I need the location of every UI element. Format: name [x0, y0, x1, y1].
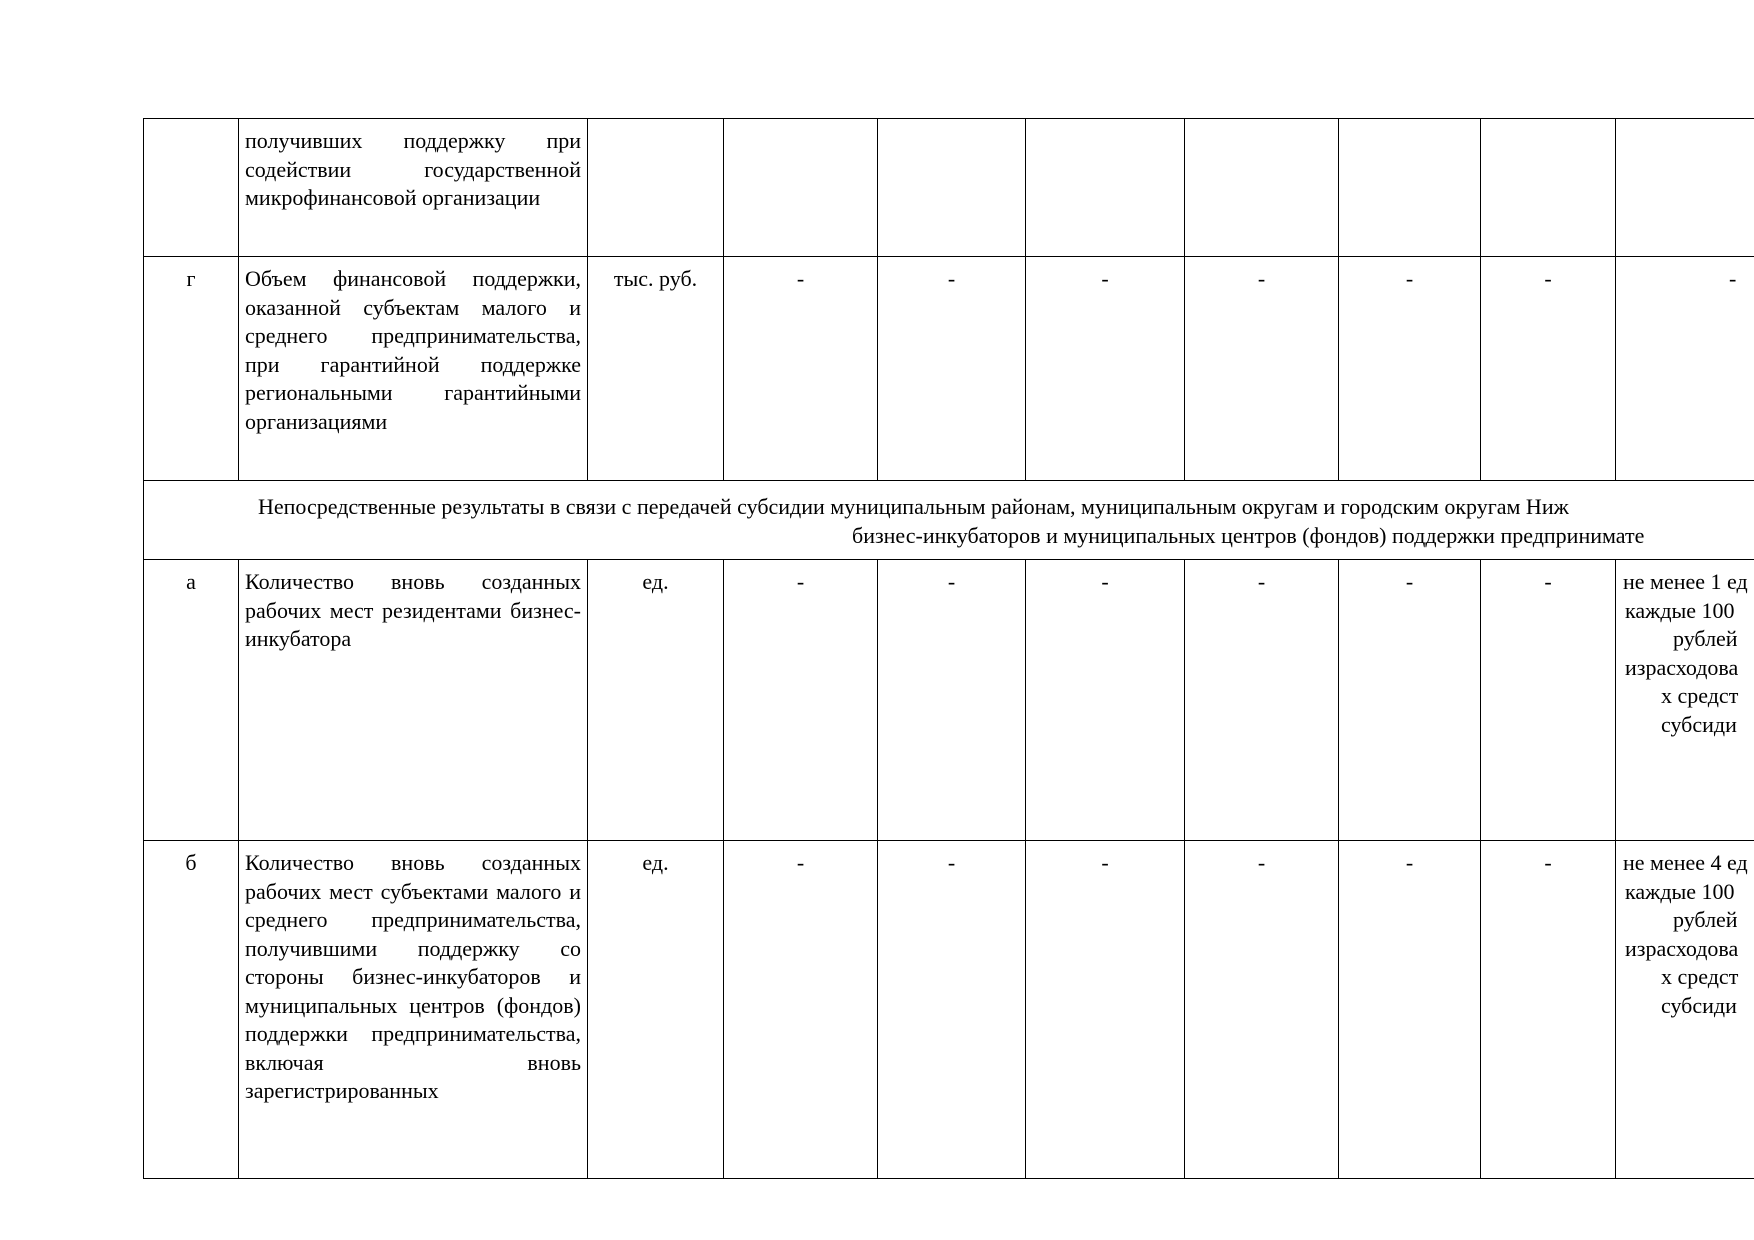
target-value-line: израсходова — [1625, 654, 1739, 680]
target-value-line: каждые 100 — [1625, 597, 1735, 623]
target-value-line: х средст — [1661, 964, 1739, 989]
value-cell: - — [724, 560, 878, 841]
value-cell — [1339, 119, 1481, 257]
value-cell: - — [1185, 560, 1339, 841]
section-header-cell — [144, 481, 1754, 560]
value-cell: - — [1026, 257, 1185, 481]
indicator-name-cell: получивших поддержку при содействии государственной микрофинансовой организации — [239, 119, 588, 257]
target-value-cell — [1616, 257, 1754, 481]
section-header-line-2: бизнес-инкубаторов и муниципальных центров (фондов) поддержки предпринимате — [852, 522, 1645, 548]
target-value-line: х средст — [1661, 683, 1739, 708]
target-value-line: рублей — [1673, 907, 1738, 932]
target-value-cell — [1616, 560, 1754, 841]
value-cell: - — [1481, 257, 1616, 481]
value-cell: - — [1026, 560, 1185, 841]
target-value-line: субсиди — [1661, 711, 1737, 737]
target-value-line: рублей — [1673, 626, 1738, 651]
target-value-cell — [1616, 841, 1754, 1179]
value-cell: - — [1339, 841, 1481, 1179]
value-cell: - — [878, 841, 1026, 1179]
value-cell: - — [1339, 257, 1481, 481]
value-cell: - — [724, 257, 878, 481]
value-cell: - — [1339, 560, 1481, 841]
value-cell: - — [878, 257, 1026, 481]
row-number-cell: б — [144, 841, 239, 1179]
unit-cell: ед. — [588, 841, 724, 1179]
target-value-line: каждые 100 — [1625, 878, 1735, 904]
row-number-cell — [144, 119, 239, 257]
section-header-line-1: Непосредственные результаты в связи с передачей субсидии муниципальным районам, муниципальным округам и городским округам Ниж — [258, 494, 1569, 519]
value-cell: - — [1481, 560, 1616, 841]
row-number-cell: г — [144, 257, 239, 481]
value-cell: - — [878, 560, 1026, 841]
table-row — [144, 257, 1754, 481]
target-value-line: израсходова — [1625, 935, 1739, 961]
value-cell — [1026, 119, 1185, 257]
target-value-line: не менее 4 ед — [1623, 850, 1748, 875]
unit-cell: тыс. руб. — [588, 257, 724, 481]
table-row — [144, 560, 1754, 841]
value-cell: - — [1026, 841, 1185, 1179]
indicator-name-cell: Объем финансовой поддержки, оказанной субъектам малого и среднего предпринимательства, при гарантийной поддержке региональными гарантийными организациями — [239, 257, 588, 481]
target-value-line: субсиди — [1661, 992, 1737, 1018]
unit-cell: ед. — [588, 560, 724, 841]
value-cell: - — [724, 841, 878, 1179]
value-cell — [1185, 119, 1339, 257]
value-cell: - — [1185, 257, 1339, 481]
table-row — [144, 841, 1754, 1179]
target-value-line: - — [1729, 266, 1737, 291]
value-cell — [724, 119, 878, 257]
unit-cell — [588, 119, 724, 257]
section-header-row — [144, 481, 1754, 560]
target-value-line: не менее 1 ед — [1623, 569, 1748, 594]
indicator-name-cell: Количество вновь созданных рабочих мест субъектами малого и среднего предпринимательства, получившими поддержку со стороны бизнес-инкубаторов и муниципальных центров (фондов) поддержки предпринимательства, включая вновь зарегистрированных — [239, 841, 588, 1179]
value-cell: - — [1185, 841, 1339, 1179]
target-value-cell — [1616, 119, 1754, 257]
value-cell — [1481, 119, 1616, 257]
row-number-cell: а — [144, 560, 239, 841]
indicator-name-cell: Количество вновь созданных рабочих мест резидентами бизнес-инкубатора — [239, 560, 588, 841]
value-cell: - — [1481, 841, 1616, 1179]
value-cell — [878, 119, 1026, 257]
indicators-table — [143, 118, 1754, 1179]
table-row — [144, 119, 1754, 257]
